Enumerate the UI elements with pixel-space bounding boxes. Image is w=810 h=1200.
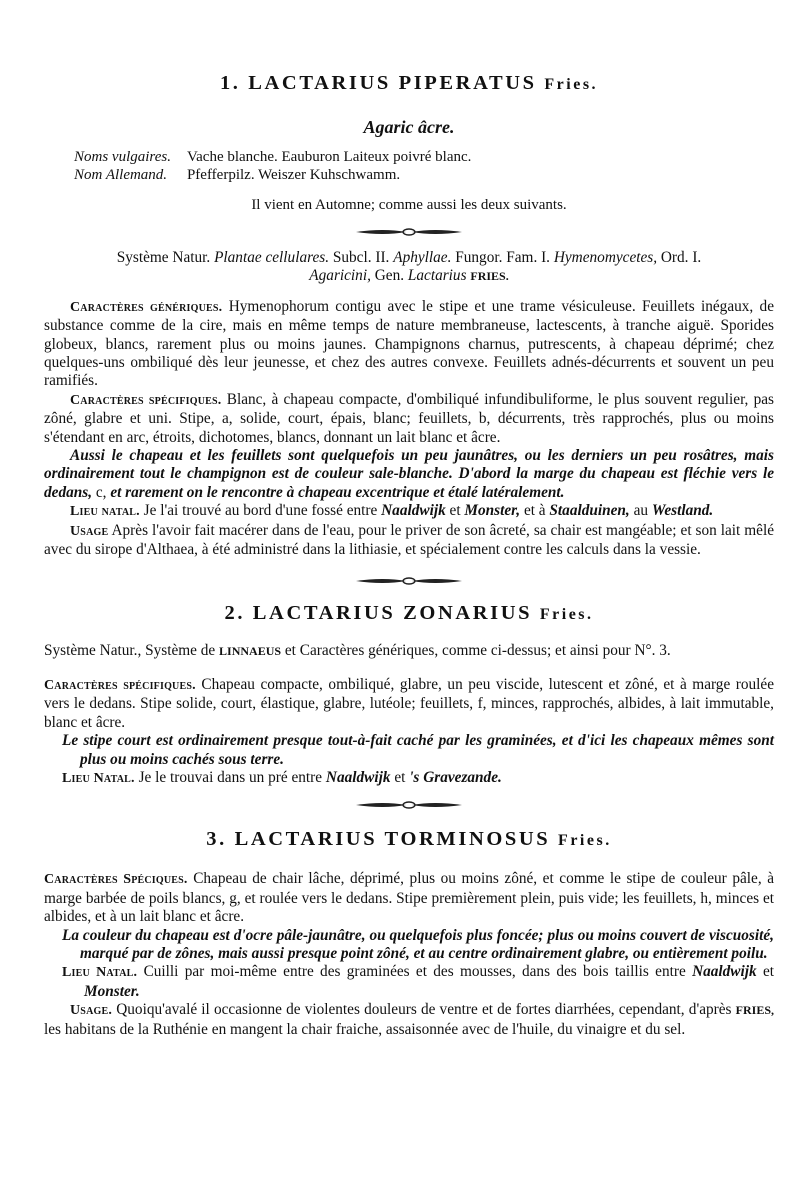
systeme-aphyllae: Aphyllae. [393,249,452,266]
ornament-divider [354,225,464,239]
habitat [44,502,774,521]
usage [44,1001,774,1039]
systeme-naturel [44,249,774,286]
habitat [62,963,774,1001]
usage [44,522,774,560]
habitat-label: Lieu natal. [70,504,140,520]
usage-label: Usage [70,523,109,539]
generic-text: Hymenophorum contigu avec le stipe et une trame vésiculeuse. Feuillets inégaux, de substance comme de la cire, mais en même temps de nature membraneuse, lactescents, à tranche aiguë. Sporides globeux, blancs, rarement plus ou moins jaunes. Champignons charnus, putrescents, à chapeau déprimé; chez quelques-uns ombiliqué dès leur jeunesse, et chez des autres convexe. Feuillets adnés-décurrents et souvent un peu ramifiés. [44,297,774,390]
common-name: Agaric âcre. [363,117,455,137]
italic-letter: c, [95,483,107,501]
systeme-agaricini: Agaricini, [309,267,371,285]
section-title [44,600,774,628]
systeme-author: FRIES. [470,269,509,284]
usage-text: Quoiqu'avalé il occasionne de violentes douleurs de ventre et de fortes diarrhées, cependant, d'après [116,1001,732,1019]
place-name: Westland. [651,502,714,520]
italic-description [62,732,774,769]
systeme-genus-label: Gen. [374,267,405,285]
habitat-text: et [762,963,775,981]
systeme-author: LINNAEUS [219,643,282,658]
section-lactarius-zonarius [44,600,774,789]
vernacular-names [74,148,479,184]
italic-description [62,927,774,964]
specific-label: Caractères Spéciques. [44,872,188,888]
systeme-family: Fungor. Fam. I. [455,249,551,266]
systeme-text: Système Natur., Système de [44,641,216,659]
habitat-text: au [633,502,649,520]
specific-characters [44,391,774,447]
section-title [44,70,774,98]
names-label: Noms vulgaires. [74,149,171,165]
place-name: Naaldwijk [692,963,757,981]
specific-characters [44,676,774,732]
usage-author: FRIES, [735,1003,774,1018]
italic-description [44,447,774,502]
place-name: Monster, [464,502,521,520]
italic-text: Le stipe court est ordinairement presque tout-à-fait caché par les graminées, et d'ici les chapeaux mêmes sont plus ou moins cachés sous terre. [62,732,774,768]
systeme-text: et Caractères génériques, comme ci-dessus; et ainsi pour N°. 3. [284,641,671,659]
names-row [74,148,479,166]
title-text: 1. LACTARIUS PIPERATUS [219,72,537,94]
generic-label: Caractères génériques. [70,299,223,315]
title-author: Fries. [544,76,599,93]
habitat-text: et à [523,502,546,520]
usage-label: Usage. [70,1003,113,1019]
specific-characters [44,870,774,926]
names-row [74,166,479,184]
place-name: Naaldwijk [325,768,391,786]
usage-text: les habitans de la Ruthénie en mangent la chair fraiche, assaisonnée avec de l'huile, du vinaigre et du sel. [44,1020,686,1038]
place-name: Staalduinen, [549,502,630,520]
names-label: Nom Allemand. [74,167,168,183]
habitat-text: Je l'ai trouvé au bord d'une fossé entre [143,502,378,520]
italic-text: La couleur du chapeau est d'ocre pâle-jaunâtre, ou quelquefois plus foncée; plus ou moins couvert de viscuosité, marqué par de zônes, mais aussi presque point zôné, et au centre ordinairement glabre, ou entièrement poilu. [62,926,774,962]
habitat-label: Lieu Natal. [62,965,138,981]
section-lactarius-torminosus [44,826,774,1039]
generic-characters [44,298,774,391]
systeme-label: Système Natur. [116,249,211,266]
names-value: Pfefferpilz. Weiszer Kuhschwamm. [186,167,401,183]
systeme-genus: Lactarius [407,267,467,285]
habitat-text: et [394,768,406,786]
italic-text-a: Aussi le chapeau et les feuillets sont quelquefois un peu jaunâtres, ou les derniers un peu rosâtres, mais ordinairement tout le champignon est de couleur sale-blanche. D'abord la marge du chapeau est fléchie vers le dedans, [44,447,774,501]
specific-label: Caractères spécifiques. [44,677,196,693]
specific-text: Chapeau de chair lâche, déprimé, plus ou moins zôné, et comme le stipe de couleur pâle, à marge barbée de poils blancs, g, et roulée vers le dedans. Stipe premièrement plein, puis vide; les feuillets, h, minces et albides, et à un lait blanc et âcre. [44,870,774,926]
habitat-label: Lieu Natal. [62,770,135,786]
title-author: Fries. [558,832,612,850]
ornament-divider [354,798,464,812]
page [44,70,774,1039]
systeme-naturel [44,642,774,660]
title-author: Fries. [539,605,594,623]
systeme-hymenomycetes: Hymenomycetes, [553,249,658,266]
section-title [44,826,774,854]
names-value: Vache blanche. Eauburon Laiteux poivré blanc. [186,149,472,165]
place-name: Monster. [84,982,140,1000]
usage-text: Après l'avoir fait macérer dans de l'eau, pour le priver de son âcreté, sa chair est mangéable; et son lait mêlé avec du sirope d'Althaea, à été administré dans la lithiasie, et spécialement contre les calculs dans la vessie. [44,521,774,559]
specific-label: Caractères spécifiques. [70,392,222,408]
systeme-class: Plantae cellulares. [214,249,330,266]
section-lactarius-piperatus [44,70,774,560]
italic-text-b: et rarement on le rencontre à chapeau excentrique et étalé latéralement. [110,483,565,501]
habitat [44,769,774,788]
title-text: 2. LACTARIUS ZONARIUS [224,601,533,624]
ornament-divider [354,574,464,588]
title-text: 3. LACTARIUS TORMINOSUS [206,828,551,851]
habitat-text: Je le trouvai dans un pré entre [138,768,323,786]
habitat-text: Cuilli par moi-même entre des graminées et des mousses, dans des bois taillis entre [143,963,686,981]
season-note: Il vient en Automne; comme aussi les deux suivants. [251,197,567,213]
place-name: Naaldwijk [381,502,446,520]
systeme-subclass: Subcl. II. [332,249,390,266]
place-name: 's Gravezande. [409,768,502,786]
systeme-order: Ord. I. [660,249,702,266]
habitat-text: et [449,502,461,520]
specific-text: Chapeau compacte, ombiliqué, glabre, un peu viscide, lutescent et zôné, et à marge roulée vers le dedans. Stipe solide, court, élastique, glabre, lutéole; feuillets, f, minces, rapprochés, albides, à lait immutable, blanc et âcre. [44,675,775,731]
specific-text: Blanc, à chapeau compacte, d'ombiliqué infundibuliforme, le plus souvent regulier, pas zôné, glabre et uni. Stipe, a, solide, court, épais, blanc; feuillets, b, décurrents, très rapprochés, plus ou moins s'étendant en arc, étroits, dichotomes, blancs, donnant un lait blanc et âcre. [44,390,775,446]
